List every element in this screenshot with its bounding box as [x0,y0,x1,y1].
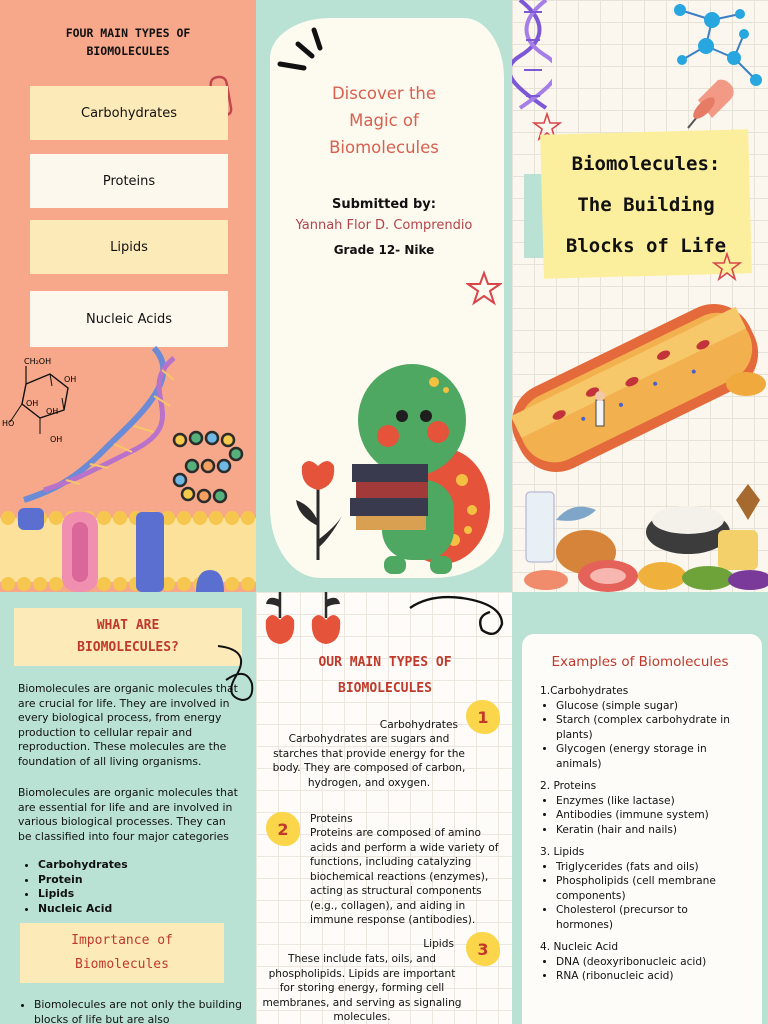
example-item: • Antibodies (immune system) [556,808,746,823]
example-list [540,955,746,984]
panel-title [512,0,768,592]
cover-heading [256,80,512,161]
panel-main-types [256,592,512,1024]
author-name: Yannah Flor D. Comprendio [295,218,473,233]
star-icon [466,270,502,306]
example-item: • Keratin (hair and nails) [556,823,746,838]
category-item: • Protein [38,873,128,888]
example-item: • DNA (deoxyribonucleic acid) [556,955,746,970]
tulip-pair-icon [258,592,352,650]
what-are-label-line2: BIOMOLECULES? [77,640,179,655]
type-box-proteins: Proteins [30,154,228,208]
cover-heading-line1: Discover the [331,84,437,103]
example-section-head: 4. Nucleic Acid [540,941,619,953]
glucose-ch2oh-label: CH₂OH [24,357,52,366]
what-are-paragraph-2: Biomolecules are organic molecules that are essential for life and are involved in various biological processes. They can be classified into four major categories [18,786,238,843]
importance-item: • Biomolecules are not only the building blocks of life but are also [34,998,244,1024]
type-name-carbohydrates: Carbohydrates [379,719,458,731]
number-badge-2: 2 [266,812,300,846]
importance-label-line1: Importance of [71,933,173,948]
main-types-title-line1: OUR MAIN TYPES OF [318,655,452,670]
panel1-title-line2: BIOMOLECULES [86,44,170,58]
what-are-label [14,608,242,666]
accent-strokes-icon [276,26,324,72]
cover-heading-line3: Biomolecules [329,138,439,157]
panel-cover [256,0,512,592]
category-item: • Lipids [38,887,128,902]
glucose-oh-1: OH [64,375,77,384]
importance-label [20,923,224,983]
example-item: • Glycogen (energy storage in animals) [556,742,746,771]
type-desc-proteins: Proteins are composed of amino acids and perform a wide variety of functions, including catalyzing biochemical reactions (enzymes), acting as structural components (e.g., collagen), and aiding in immune response (antibodies). [310,827,499,926]
type-name-proteins: Proteins [310,813,353,825]
tulip-icon [290,456,346,562]
type-desc-lipids: These include fats, oils, and phospholipids. Lipids are important for storing energy, forming cell membranes, and serving as signaling molecules. [262,953,462,1023]
panel1-title [0,24,256,60]
example-item: • Starch (complex carbohydrate in plants) [556,713,746,742]
glucose-oh-2: OH [26,399,39,408]
example-item: • Cholesterol (precursor to hormones) [556,903,746,932]
artery-icon [512,280,768,480]
type-box-carbohydrates: Carbohydrates [30,86,228,140]
example-list [540,699,746,772]
molecule-chain-icon [166,426,250,510]
example-section-head: 3. Lipids [540,846,585,858]
turtle-icon [342,360,492,580]
what-are-label-line1: WHAT ARE [96,618,160,633]
glucose-ho-4: HO [2,419,15,428]
category-item: • Nucleic Acid [38,902,128,917]
number-badge-3: 3 [466,932,500,966]
type-box-nucleic-acids: Nucleic Acids [30,291,228,347]
example-section-head: 2. Proteins [540,780,597,792]
panel-what-are [0,592,256,1024]
importance-label-line2: Biomolecules [75,957,169,972]
panel-four-types [0,0,256,592]
glucose-oh-3: OH [46,407,59,416]
glucose-oh-5: OH [50,435,63,444]
dna-helix-icon [512,0,552,110]
type-box-lipids: Lipids [30,220,228,274]
pushpin-icon [678,74,740,136]
example-list [540,860,746,933]
food-collage-icon [512,480,768,592]
example-item: • Glucose (simple sugar) [556,699,746,714]
brochure-title [540,144,752,267]
grade-label: Grade 12- Nike [333,243,435,257]
scribble-icon [406,594,512,642]
main-types-title [280,650,490,702]
example-item: • Phospholipids (cell membrane components) [556,874,746,903]
example-item: • Enzymes (like lactase) [556,794,746,809]
brochure-title-line3: Blocks of Life [565,235,727,257]
panel1-title-line1: FOUR MAIN TYPES OF [65,26,191,40]
panel-examples [512,592,768,1024]
brochure-title-line1: Biomolecules: [571,153,721,175]
brochure-title-line2: The Building [577,194,715,216]
type-desc-carbohydrates: Carbohydrates are sugars and starches that provide energy for the body. They are composed of carbon, hydrogen, and oxygen. [272,733,466,789]
example-item: • Triglycerides (fats and oils) [556,860,746,875]
example-list [540,794,746,838]
star-icon [712,252,742,282]
number-badge-1: 1 [466,700,500,734]
main-types-title-line2: BIOMOLECULES [338,681,432,696]
category-item: • Carbohydrates [38,858,128,873]
category-list [38,858,128,916]
example-section-head: 1.Carbohydrates [540,685,629,697]
importance-list [34,998,244,1024]
cell-membrane-icon [0,508,256,592]
what-are-paragraph-1: Biomolecules are organic molecules that are crucial for life. They are involved in every biological process, from energy production to cellular repair and reproduction. These molecules are the foundation of all living organisms. [18,682,238,768]
submitted-by-label: Submitted by: [332,197,436,212]
examples-title: Examples of Biomolecules [551,654,729,670]
cover-heading-line2: Magic of [349,111,419,130]
examples-body [540,684,746,984]
example-item: • RNA (ribonucleic acid) [556,969,746,984]
type-name-lipids: Lipids [423,938,454,950]
